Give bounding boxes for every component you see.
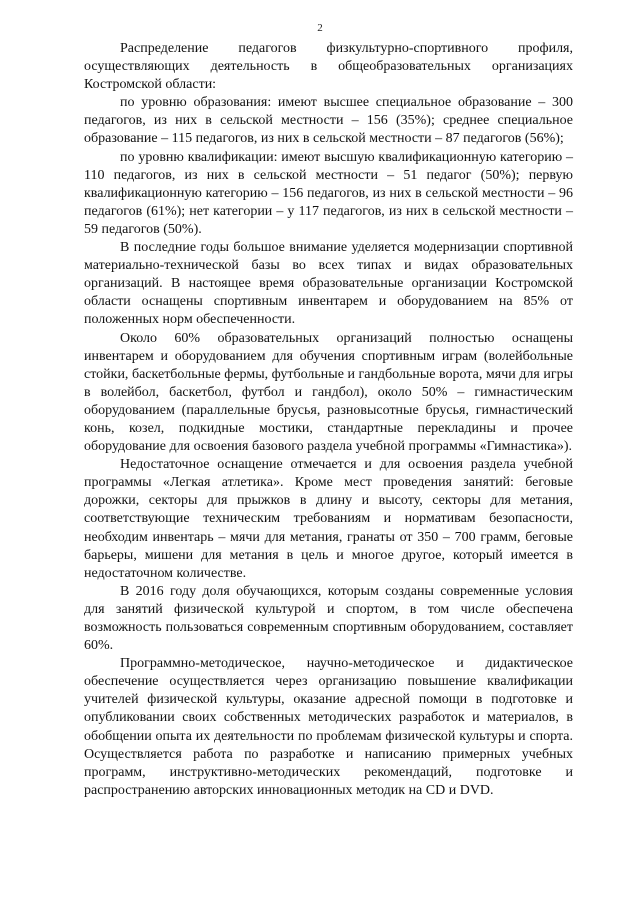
paragraph-athletics-equipment: Недостаточное оснащение отмечается и для освоения раздела учебной программы «Легкая атлетика». Кроме мест проведения занятий: беговые дорожки, секторы для прыжков в длину и высоту, секторы для метания, соответствующие техническим требованиям и нормативам безопасности, необходим инвентарь – мячи для метания, гранаты от 350 – 700 грамм, беговые барьеры, мишени для метания в цель и многое другое, который имеется в недостаточном количестве. xyxy=(84,457,573,581)
paragraph-staff-distribution: Распределение педагогов физкультурно-спортивного профиля, осуществляющих деятельность в общеобразовательных организациях Костромской области: xyxy=(84,41,573,93)
paragraph-methodical-support: Программно-методическое, научно-методическое и дидактическое обеспечение осуществляется через организацию повышение квалификации учителей физической культуры, оказание адресной помощи в подготовке и опубликовании своих собственных методических разработок и материалов, в обобщении опыта их деятельности по проблемам физической культуры и спорта. Осуществляется работа по разработке и написанию примерных учебных программ, инструктивно-методических рекомендаций, подготовке и распространению авторских инновационных методик на CD и DVD. xyxy=(84,656,573,798)
paragraph-education-level: по уровню образования: имеют высшее специальное образование – 300 педагогов, из них в сельской местности – 156 (35%); среднее специальное образование – 115 педагогов, из них в сельской местности – 87 педагогов (56%); xyxy=(84,95,573,147)
paragraph-qualification-level: по уровню квалификации: имеют высшую квалификационную категорию – 110 педагогов, из них в сельской местности – 51 педагог (50%); первую квалификационную категорию – 156 педагогов, из них в сельской местности – 96 педагогов (61%); нет категории – у 117 педагогов, из них в сельской местности – 59 педагогов (50%). xyxy=(84,149,573,237)
paragraph-modern-conditions: В 2016 году доля обучающихся, которым созданы современные условия для занятий физической культурой и спортом, в том числе обеспечена возможность пользоваться современным спортивным оборудованием, составляет 60%. xyxy=(84,583,573,654)
paragraph-facility-modernization: В последние годы большое внимание уделяется модернизации спортивной материально-технической базы во всех типах и видах образовательных организаций. В настоящее время образовательные организации Костромской области оснащены спортивным инвентарем и оборудованием на 85% от положенных норм обеспеченности. xyxy=(84,240,573,328)
paragraph-equipment-coverage: Около 60% образовательных организаций полностью оснащены инвентарем и оборудованием для обучения спортивным играм (волейбольные стойки, баскетбольные фермы, футбольные и гандбольные ворота, мячи для игры в волейбол, баскетбол, футбол и гандбол), около 50% – гимнастическим оборудованием (параллельные брусья, разновысотные брусья, гимнастический конь, козел, подкидные мостики, стандартные перекладины и прочее оборудование для освоения базового раздела учебной программы «Гимнастика»). xyxy=(84,330,573,455)
document-body xyxy=(84,40,573,800)
page-number: 2 xyxy=(317,22,323,34)
